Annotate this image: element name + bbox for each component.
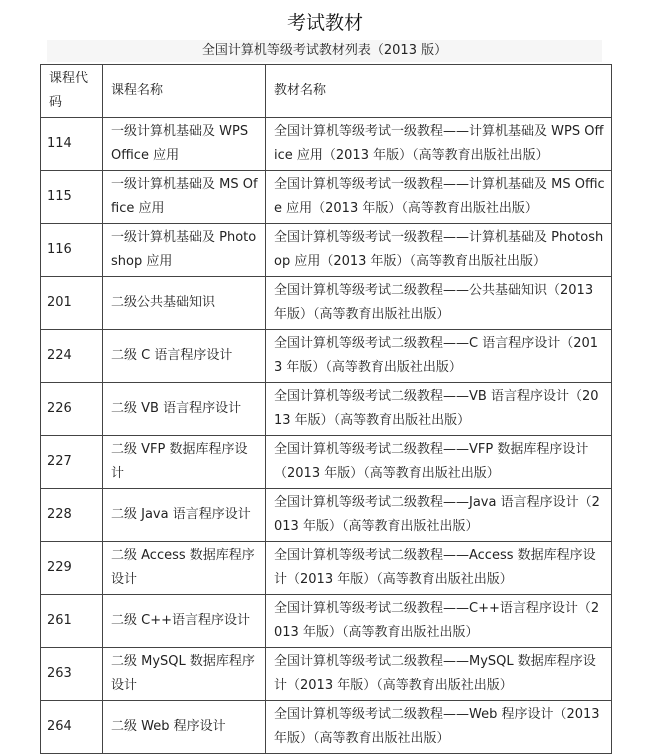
cell-code: 115 (41, 171, 103, 224)
cell-code: 263 (41, 648, 103, 701)
page-title: 考试教材 (286, 12, 363, 34)
cell-course: 二级 VB 语言程序设计 (103, 383, 266, 436)
cell-course: 一级计算机基础及 WPS Office 应用 (103, 118, 266, 171)
cell-code: 201 (41, 277, 103, 330)
table-caption: 全国计算机等级考试教材列表（2013 版） (47, 40, 602, 62)
cell-book: 全国计算机等级考试一级教程——计算机基础及 Photoshop 应用（2013 年版）（高等教育出版社出版） (266, 224, 612, 277)
cell-course: 二级 VFP 数据库程序设计 (103, 436, 266, 489)
cell-book: 全国计算机等级考试二级教程——Web 程序设计（2013 年版）（高等教育出版社出版） (266, 701, 612, 754)
table-header-row (41, 65, 612, 118)
cell-book: 全国计算机等级考试二级教程——公共基础知识（2013 年版）（高等教育出版社出版） (266, 277, 612, 330)
cell-book: 全国计算机等级考试一级教程——计算机基础及 WPS Office 应用（2013 年版）（高等教育出版社出版） (266, 118, 612, 171)
table-row (41, 277, 612, 330)
cell-book: 全国计算机等级考试一级教程——计算机基础及 MS Office 应用（2013 年版）（高等教育出版社出版） (266, 171, 612, 224)
table-row (41, 542, 612, 595)
cell-code: 227 (41, 436, 103, 489)
cell-code: 226 (41, 383, 103, 436)
header-code: 课程代码 (41, 65, 103, 118)
cell-book: 全国计算机等级考试二级教程——VB 语言程序设计（2013 年版）（高等教育出版社出版） (266, 383, 612, 436)
cell-code: 261 (41, 595, 103, 648)
table-row (41, 595, 612, 648)
cell-code: 116 (41, 224, 103, 277)
cell-course: 一级计算机基础及 Photoshop 应用 (103, 224, 266, 277)
header-book: 教材名称 (266, 65, 612, 118)
header-course: 课程名称 (103, 65, 266, 118)
table-row (41, 701, 612, 754)
cell-book: 全国计算机等级考试二级教程——Access 数据库程序设计（2013 年版）（高等教育出版社出版） (266, 542, 612, 595)
cell-code: 114 (41, 118, 103, 171)
cell-course: 二级 Access 数据库程序设计 (103, 542, 266, 595)
table-row (41, 118, 612, 171)
cell-course: 二级公共基础知识 (103, 277, 266, 330)
cell-course: 二级 MySQL 数据库程序设计 (103, 648, 266, 701)
table-row (41, 383, 612, 436)
table-row (41, 489, 612, 542)
table-row (41, 648, 612, 701)
cell-book: 全国计算机等级考试二级教程——VFP 数据库程序设计（2013 年版）（高等教育出版社出版） (266, 436, 612, 489)
cell-course: 二级 Java 语言程序设计 (103, 489, 266, 542)
cell-code: 228 (41, 489, 103, 542)
table-row (41, 224, 612, 277)
cell-code: 264 (41, 701, 103, 754)
cell-book: 全国计算机等级考试二级教程——C 语言程序设计（2013 年版）（高等教育出版社出版） (266, 330, 612, 383)
table-row (41, 171, 612, 224)
cell-book: 全国计算机等级考试二级教程——MySQL 数据库程序设计（2013 年版）（高等教育出版社出版） (266, 648, 612, 701)
cell-book: 全国计算机等级考试二级教程——Java 语言程序设计（2013 年版）（高等教育出版社出版） (266, 489, 612, 542)
cell-course: 二级 C++语言程序设计 (103, 595, 266, 648)
cell-course: 二级 C 语言程序设计 (103, 330, 266, 383)
cell-code: 229 (41, 542, 103, 595)
cell-course: 一级计算机基础及 MS Office 应用 (103, 171, 266, 224)
cell-book: 全国计算机等级考试二级教程——C++语言程序设计（2013 年版）（高等教育出版社出版） (266, 595, 612, 648)
cell-code: 224 (41, 330, 103, 383)
table-row (41, 330, 612, 383)
table-row (41, 436, 612, 489)
cell-course: 二级 Web 程序设计 (103, 701, 266, 754)
textbook-table (40, 64, 612, 754)
